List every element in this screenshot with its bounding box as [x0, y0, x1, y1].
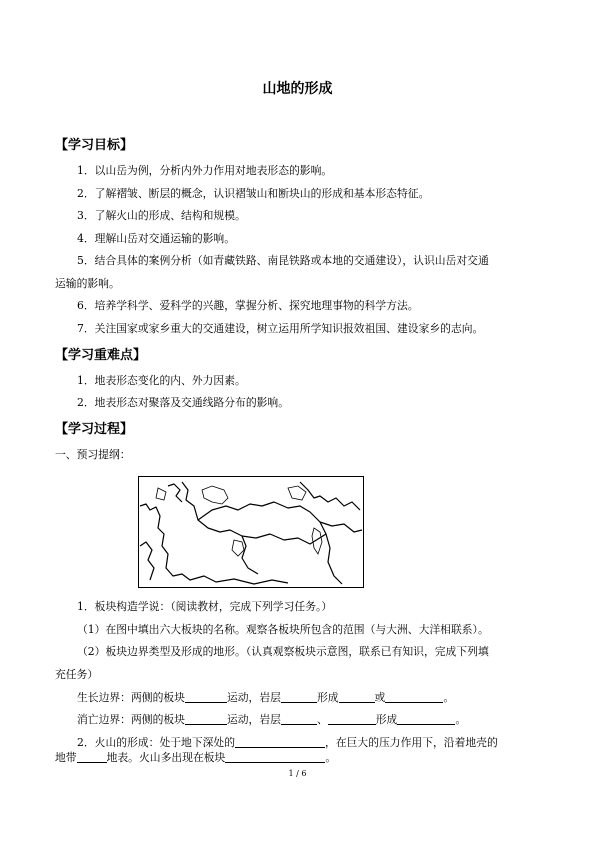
- question-text: 、: [316, 713, 328, 726]
- question-text: 消亡边界：两侧的板块: [77, 713, 185, 726]
- process-heading: 【学习过程】: [55, 422, 134, 437]
- answer-blank[interactable]: [235, 736, 325, 748]
- page-title: 山地的形成: [262, 81, 333, 97]
- goal-item-5-continued: 运输的影响。: [55, 277, 120, 290]
- difficulty-item-2: 2．地表形态对聚落及交通线路分布的影响。: [77, 396, 290, 409]
- goal-item-5: 5．结合具体的案例分析（如青藏铁路、南昆铁路或本地的交通建设），认识山岳对交通: [77, 254, 489, 267]
- answer-blank[interactable]: [77, 751, 107, 763]
- question-text: 2．火山的形成：处于地下深处的: [77, 736, 236, 749]
- answer-blank[interactable]: [397, 713, 455, 725]
- question-text: 运动，岩层: [226, 691, 281, 704]
- answer-blank[interactable]: [185, 691, 227, 703]
- goal-item-2: 2．了解褶皱、断层的概念，认识褶皱山和断块山的形成和基本形态特征。: [77, 187, 430, 200]
- question-text: ，在巨大的压力作用下，沿着地壳的: [325, 736, 498, 749]
- divergent-boundary-question: [77, 691, 454, 705]
- plate-tectonics-task-1: （1）在图中填出六大板块的名称。观察各板块所包含的范围（与大洲、大洋相联系）。: [77, 623, 489, 636]
- answer-blank[interactable]: [339, 691, 375, 703]
- convergent-boundary-question: [77, 713, 466, 727]
- volcano-formation-question-continued: [55, 751, 336, 765]
- question-text: 地表。火山多出现在板块: [106, 751, 226, 764]
- answer-blank[interactable]: [328, 713, 376, 725]
- question-text: 地带: [55, 751, 77, 764]
- question-text: 形成: [316, 691, 339, 704]
- volcano-formation-question: [77, 736, 498, 750]
- question-text: 。: [325, 751, 337, 764]
- plate-tectonics-item: 1．板块构造学说：（阅读教材，完成下列学习任务。）: [77, 600, 333, 613]
- goals-heading: 【学习目标】: [55, 138, 134, 153]
- goal-item-1: 1．以山岳为例，分析内外力作用对地表形态的影响。: [77, 164, 333, 177]
- answer-blank[interactable]: [185, 713, 227, 725]
- plate-tectonics-task-2: （2）板块边界类型及形成的地形。（认真观察板块示意图，联系已有知识，完成下列填: [77, 645, 489, 658]
- question-text: 运动，岩层: [226, 713, 281, 726]
- question-text: 生长边界：两侧的板块: [77, 691, 185, 704]
- answer-blank[interactable]: [385, 691, 443, 703]
- plate-boundary-map: [138, 476, 364, 588]
- goal-item-7: 7．关注国家或家乡重大的交通建设，树立运用所学知识报效祖国、建设家乡的志向。: [77, 322, 484, 335]
- page-number: 1 / 6: [288, 769, 307, 778]
- goal-item-4: 4．理解山岳对交通运输的影响。: [77, 232, 236, 245]
- question-text: 或: [374, 691, 386, 704]
- answer-blank[interactable]: [281, 691, 317, 703]
- answer-blank[interactable]: [225, 751, 325, 763]
- question-text: 形成: [375, 713, 398, 726]
- question-text: 。: [443, 691, 455, 704]
- preview-outline: 一、预习提纲：: [55, 448, 131, 461]
- question-text: 。: [455, 713, 467, 726]
- plate-tectonics-task-2-continued: 充任务）: [55, 668, 99, 681]
- goal-item-6: 6．培养学科学、爱科学的兴趣，掌握分析、探究地理事物的科学方法。: [77, 299, 419, 312]
- goal-item-3: 3．了解火山的形成、结构和规模。: [77, 209, 246, 222]
- difficulty-item-1: 1．地表形态变化的内、外力因素。: [77, 374, 246, 387]
- difficulty-heading: 【学习重难点】: [55, 348, 147, 363]
- answer-blank[interactable]: [281, 713, 317, 725]
